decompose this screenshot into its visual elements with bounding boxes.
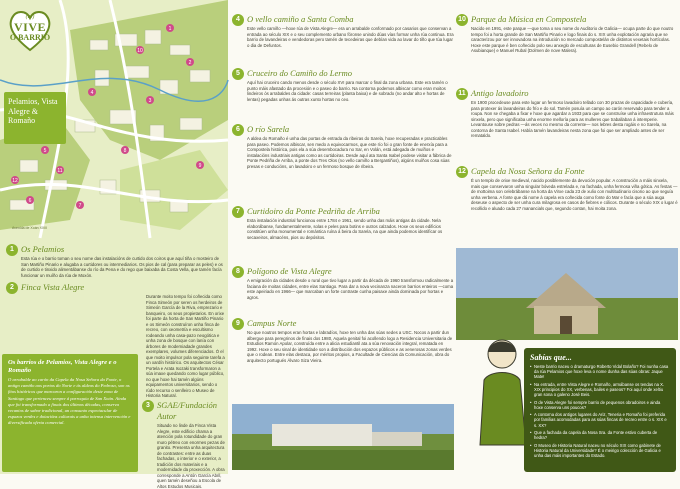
section-number: 4 xyxy=(232,14,244,26)
section-body: Esta rúa e o barrio toman o seu nome das instalacións de curtido dos coiros que aquí tiña o mosteiro de San Martiño Pinario e alugaba a curtidores ou intermediarios. Os pios de cal (para preparar as peles) e os de curtido e tinxido alimentábanse do río da Pena e do rego que baixaba da Costa Vella, que tamén facía funcionar un muíño da rúa de Moxón. xyxy=(21,256,223,278)
map-marker: 2 xyxy=(188,60,192,66)
section-title: Finca Vista Alegre xyxy=(21,282,85,292)
section-body: Durante moito tempo foi coñecida como Finca Simeón por seren os herdeiros de Simeón García de la Riva, emprezario e banqueiro, os seus propietarios. En orixe foi parte da horta de San Martiño Pinario e os Simeón construíron unha finca de recreo, con xeometría e escultismo rodeando unha casa-pazo neogótica e unha zona de bosque con lanía con árbores de moderniadade grandes exemplares, volumes diferenciados. Ó el que moito impulsor pola seguinte tarefa a un xardín histórico. Os arquitectos César Portela e Arata Isozaki transformaron a súa imaxe quedando como lugar público, no que hoxe hai tamén algúns equipamentos universitarios, sendo o rúdo recurso o senlleiro o Museo de Historia Natural. xyxy=(146,294,225,398)
section-title: Parque da Música en Compostela xyxy=(471,14,587,24)
section-10 xyxy=(456,14,678,54)
section-body: No que noutros tempos eran hortas e labradíos, hoxe ten unha das súas sedes a USC. Nocos a partir dun albergue para peregrinos de finais dos 1980, Aquela genital foi acollendo logo a Residencia Universitaria de Estudios Ramón Apolar, construída entre a alicia estudiantil ata a súa renovación integral, rematada en 1992. Hoxe o seu sinal de identidade son a distribución dos espazos públicos e as xenerosas zonas verdes que o rodean. Entre elas destaca, por méritos propios, a Facultade de Ciencias da Comunicación, obra do arquitecto portugués Álvaro Siza Vieira. xyxy=(247,330,453,363)
section-title: Campus Norte xyxy=(247,318,297,328)
did-you-know-list xyxy=(530,364,670,458)
map-marker: 1 xyxy=(168,26,172,32)
section-7 xyxy=(232,206,454,240)
list-item: • Que a fachada da capela da Nosa Sra. da Fonte estivo cuberta de hedra? xyxy=(530,430,670,440)
section-body: En 1900 procedeuse para este lugar un fermoso lavadoiro tellado con 30 prazas de capacidade e cubería, para protexer ás lavandeiras do frío e do sol. Tamén posuía un campo ao carón reservado para tender a roupa. Non se chegaba a fixar e hoxe que agardar a 1933 para que se construíse unha infraestrutura máis sinxela, pero que significaba unha enorme melloría para as mulleres que traballaban á intemperie. Levantouse sobre pedras —ás veces no mesmo da corrente— nos lebres desta rogáis e no Sarela, na contorna de Santa Isabel. Había tamén lavandeiras nesta zona que foi que ser ampliado antes de ser remataldo. xyxy=(471,100,674,138)
section-number: 12 xyxy=(456,166,468,178)
chapel-photo xyxy=(456,248,678,340)
section-title: Curtidoiro da Ponte Pedriña de Arriba xyxy=(247,206,380,216)
section-number: 6 xyxy=(232,124,244,136)
section-11 xyxy=(456,88,678,139)
section-number: 8 xyxy=(232,266,244,278)
list-item: • O de Vista Alegre foi sempre barrio de pequenos obradoiros e ainda hoxe conserva uns poucos? xyxy=(530,400,670,410)
map-marker: 9 xyxy=(198,163,202,169)
section-6 xyxy=(232,124,454,169)
portrait-illustration xyxy=(470,330,530,445)
map-marker: 11 xyxy=(57,168,63,174)
section-body: A emigración da cidades desde o rural que tivo lugar a partir da década de 1960 transformou radicalmente a faciana de moitas cidades, entre elas Santiago. Para dar a nova vecinanza naceron barrios enteiros —coma este apeiriado en 1966— que marcaban un forte contraste cunha paisaxe ainda dominada por hortas e agros. xyxy=(247,278,454,300)
section-title: Os Pelamios xyxy=(21,244,65,254)
map-marker: 8 xyxy=(123,148,127,154)
section-title: Cruceiro do Camiño do Lermo xyxy=(247,68,352,78)
section-body: A aldea do Romaño é unha das portas de entrada da ribeiras do Sarela, hoxe recuperadas e practicables para paseo. Podemos albiscar, sen medo a equivocarmos, que este río foi o gran fonte de enerxía para a Compostela histórica, pois ela a súa desembocadura no Sar, en Volán, está adegada de muíños e instalacións industriais antigas como as curtidoiras. Desde aquí ata Santa Isabel podese visitar a fábrica de Ponte Pedriña de Arriba, a ponte dos Tres Olos (no vello camiño a Bergantiños), algúns muíños cosa súas presas e conducións, un lavadoiro e un fermoso bosque de ribeira. xyxy=(247,136,452,169)
logo-main: VIVE xyxy=(13,20,46,34)
list-item: • A contorna dos antigos lugares do Ariz, Teneria e Romaño foi preferida por familias acomodadas para as súas fincas de recreo entre o s. XIX e s. XX? xyxy=(530,412,670,428)
section-body: Situado no linde da Finca Vista Alegre, este edificio chama a atención pola rotundidade do gran muro pétreo con enormes pezas de granito. Presenta unha arquitectura de contrastes: entre as duas fachadas, o interior e o exterior, a tradición dos materiais e a modernidade da proxección. A obra corresponde a Antón García Abril, quen tamén deseñou a Escola de Altos Estudos Musicais. xyxy=(157,423,225,489)
section-body: Esta instalación industrial funcionou entre 1784 e 1961, sendo unha das máis antigas da cidade. Nela elaborábanse, fundamentalmente, solas e peles para botins e outros calzados. Hoxe os seus edificios constitúen unha monumental e romántica ruína á beira do Sarela, na que ainda podemos identificar os secaxeiros, almacéns, pios ou depósitos. xyxy=(247,218,443,240)
campus-photo xyxy=(232,404,454,470)
section-title: Polígono de Vista Alegre xyxy=(247,266,332,276)
section-8 xyxy=(232,266,454,300)
map-marker: 5 xyxy=(43,148,47,154)
intro-body: O arrabalde ao carón da Capela da Nosa Señora da Fonte, o antigo camiño aos portos do Norte e ás aldeas do Pedroso, son os fitos históricos que marcaron a configuración deste zona de Santiago que pertenceu sempre á parroquia de San Xoán. Ainda que foi transformado a finais dos últimos décadas, conserva recantos de sabor tradicional, un conxunto espectacular de espazos verdes e dotacións culturais a unha intensa intervención e diversificada oferta comercial. xyxy=(8,377,131,426)
district-label: Pelamios, Vista Alegre & Romaño xyxy=(4,92,66,144)
section-title: Antigo lavadoiro xyxy=(471,88,529,98)
section-body: É un templo de orixe medieval, nacido posiblemente da devoción popular. A construción a máis sinxela, mais que conservaron unha singular bóveda estrelada e, na fachada, unha fermosa viña gótica. As festas —de mottoima son celebrábanse na horta da Virxe cada 23 de xulio con multitudinario cisorio ao que seguía unha verbena. A fonte que dá nome á capela era coñecida como fonte do Mar e facía que a súa auga deseuse o aspecto de ser unha cura milagrosa en casos de fiebres e cólicos. Durante o século XIX o lugar é recollido e aluado cada 27 manancials que, segundo contan, hai moita zona. xyxy=(471,178,678,211)
section-number: 3 xyxy=(142,400,154,412)
logo xyxy=(6,6,54,62)
section-title: O río Sarela xyxy=(247,124,290,134)
intro-title: Os barrios de Pelamios, Vista Alegre e o Romaño xyxy=(8,359,117,374)
section-body: Este vello camiño —hoxe rúa de Vista Alegre— era un arrabalde conformado por casarios que conservan a entrada ao século XIX e o seu complemento urbano fóronse unindo dúas vías formar unha rúa continua. Era barrio de lavandeiras e vendedoras pero tamén de tecedeiras que debían vida ao lavar do tiño que túa lugar o dia de Defuntos. xyxy=(247,26,454,48)
section-body: Aquí hai cruceiro cando menos desde o século XVI para marcar o final da zona urbana. Este era tamén o punto máis afastado da procesión e o paseo do barrio. Na contorna podemos albiscar como eran moitos lindeiros ós arrabaldes da cidade: casas terreiras (planta baixa) e de sobrado (no andar alto e hortas de lentas) pegadas unhas ás outras xunto hortas no ceo. xyxy=(247,80,448,102)
did-you-know-box xyxy=(524,348,676,472)
did-you-know-title: Sabías que... xyxy=(530,353,572,362)
section-title: SGAE/Fundación Autor xyxy=(157,400,217,421)
map-marker: 7 xyxy=(78,203,82,209)
section-number: 11 xyxy=(456,88,468,100)
map-marker: 10 xyxy=(137,48,143,54)
section-title: O vello camiño a Santa Comba xyxy=(247,14,354,24)
section-4 xyxy=(232,14,454,48)
section-12 xyxy=(456,166,678,211)
list-item: • Neste barrio naceu o dramaturgo Roberto Vidal Bolaño? Foi nunha casa da rúa Pelamios que hoxe leva o nome dunha das súas obras: Jaque Mate! xyxy=(530,364,670,380)
logo-sub: O BARRIO xyxy=(9,33,51,42)
map-marker: 4 xyxy=(90,90,94,96)
section-body: Nacido en 1991, este parque —que toma o seu nome do Auditorio de Galicia— ocupa parte do que noutro tempo foi a horta grande de San Martiño Pinario e logo finais do s. XIX unha explotación agraria que se caracterizou por ser innovadora na introdución no mercado compostelán de distintos vexetais hortícolas. Hoxe este parque é ben coñecido polo seu anxeglo de esculturas de Eusebio Grandell (Rebelo de Asubianque) e Manuel Rubal (Dolmen de nove Malera). xyxy=(471,26,674,53)
intro-box xyxy=(2,354,138,472)
section-5 xyxy=(232,68,454,102)
map-caption: Avenida de Xoán XXIII xyxy=(12,226,48,230)
list-item: • O Museo de Historia Natural naceu no século XIX como gabinete de Historia Natural da Universidade? É o meirigo colección de Galicia e unha das máis importantes do Estado. xyxy=(530,443,670,459)
section-number: 7 xyxy=(232,206,244,218)
logo-prefix: (re) xyxy=(25,14,35,20)
section-title: Capela da Nosa Señora da Fonte xyxy=(471,166,585,176)
section-3 xyxy=(142,400,228,489)
section-number: 2 xyxy=(6,282,18,294)
section-number: 5 xyxy=(232,68,244,80)
section-number: 1 xyxy=(6,244,18,256)
section-9 xyxy=(232,318,454,363)
map-marker: 3 xyxy=(148,98,152,104)
map-marker: 12 xyxy=(12,178,18,184)
section-number: 10 xyxy=(456,14,468,26)
section-number: 9 xyxy=(232,318,244,330)
map-marker: 6 xyxy=(28,198,32,204)
section-1 xyxy=(6,244,226,278)
list-item: • Na entrada, entre Vista Alegre e Romaño, armábanse os tendas na X. XIX principios do XX, verbenas, bailes e paseos? Foi aquí onde xeltiu gran sona o galeno José Beis. xyxy=(530,382,670,398)
